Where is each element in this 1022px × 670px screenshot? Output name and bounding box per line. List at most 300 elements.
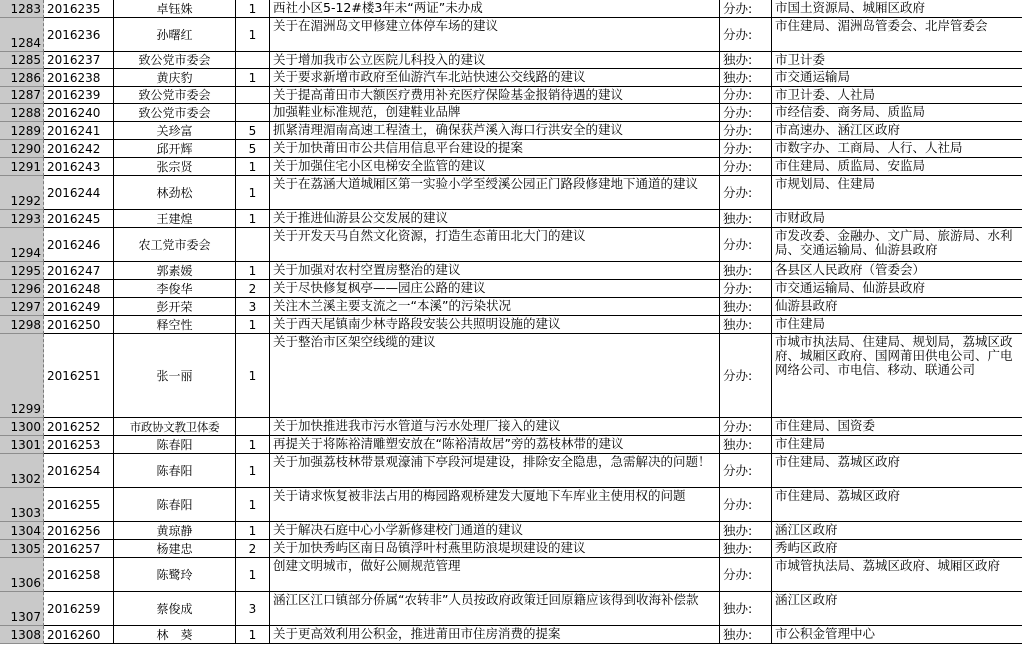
cosigner-count-text: 2: [248, 541, 257, 556]
cosigner-count-text: 5: [248, 123, 257, 138]
proposal-code-text: 2016251: [47, 368, 101, 383]
row-header[interactable]: [0, 228, 44, 262]
cosigner-count-text: 1: [248, 27, 257, 42]
proposal-code-text: 2016236: [47, 27, 101, 42]
proposal-title-text: 关于加快莆田市公共信用信息平台建设的提案: [273, 140, 524, 155]
row-header[interactable]: [0, 262, 44, 280]
table-row: [0, 69, 1022, 87]
proposal-code-text: 2016244: [47, 185, 101, 200]
table-row: [0, 436, 1022, 454]
row-header[interactable]: [0, 540, 44, 558]
proposal-code-cell[interactable]: [44, 592, 114, 626]
handling-type-text: 分办:: [723, 280, 753, 296]
row-header[interactable]: [0, 334, 44, 418]
proposal-code-cell[interactable]: [44, 436, 114, 454]
row-header: 1302: [10, 472, 41, 486]
row-header[interactable]: [0, 436, 44, 454]
cosigner-count-cell[interactable]: [236, 122, 270, 140]
responsible-dept-text: 市城管执法局、荔城区政府、城厢区政府: [775, 558, 1001, 573]
proposal-title-cell[interactable]: [270, 228, 720, 262]
table-row: [0, 122, 1022, 140]
cosigner-count-cell[interactable]: [236, 334, 270, 418]
proposer-name-text: 市政协文教卫体委: [129, 419, 220, 434]
cosigner-count-cell[interactable]: [236, 436, 270, 454]
proposer-name-text: 致公党市委会: [138, 53, 211, 67]
handling-type-cell[interactable]: [720, 140, 772, 158]
responsible-dept-cell[interactable]: [772, 210, 1022, 228]
proposal-title-text: 关于推进仙游县公交发展的建议: [273, 210, 449, 225]
responsible-dept-cell[interactable]: [772, 488, 1022, 522]
proposal-code-text: 2016250: [47, 317, 101, 332]
row-header[interactable]: [0, 0, 44, 18]
row-header: 1284: [10, 36, 41, 50]
handling-type-text: 分办:: [723, 122, 753, 138]
proposal-code-cell[interactable]: [44, 18, 114, 52]
responsible-dept-text: 各县区人民政府（管委会）: [775, 262, 926, 277]
handling-type-text: 分办:: [723, 418, 753, 434]
proposal-code-cell[interactable]: [44, 104, 114, 122]
proposal-code-text: 2016249: [47, 299, 101, 314]
proposer-name-text: 李俊华: [156, 281, 193, 296]
cosigner-count-cell[interactable]: [236, 418, 270, 436]
cosigner-count-cell[interactable]: [236, 522, 270, 540]
proposal-title-cell[interactable]: [270, 104, 720, 122]
responsible-dept-cell[interactable]: [772, 626, 1022, 644]
proposal-title-cell[interactable]: [270, 316, 720, 334]
proposer-name-cell[interactable]: [114, 0, 236, 18]
proposal-title-cell[interactable]: [270, 158, 720, 176]
table-row: [0, 316, 1022, 334]
table-row: [0, 87, 1022, 104]
proposal-code-cell[interactable]: [44, 488, 114, 522]
responsible-dept-cell[interactable]: [772, 298, 1022, 316]
proposal-code-text: 2016246: [47, 237, 101, 252]
proposal-code-cell[interactable]: [44, 87, 114, 104]
cosigner-count-cell[interactable]: [236, 104, 270, 122]
row-header: 1296: [10, 282, 41, 296]
responsible-dept-text: 市财政局: [775, 210, 826, 225]
responsible-dept-cell[interactable]: [772, 418, 1022, 436]
row-header[interactable]: [0, 316, 44, 334]
cosigner-count-text: 1: [248, 627, 257, 642]
cosigner-count-text: 1: [248, 211, 257, 226]
responsible-dept-text: 市公积金管理中心: [775, 626, 876, 641]
row-header[interactable]: [0, 418, 44, 436]
cosigner-count-cell[interactable]: [236, 298, 270, 316]
handling-type-cell[interactable]: [720, 228, 772, 262]
cosigner-count-cell[interactable]: [236, 140, 270, 158]
table-row: [0, 18, 1022, 52]
handling-type-cell[interactable]: [720, 316, 772, 334]
proposal-title-cell[interactable]: [270, 488, 720, 522]
proposer-name-cell[interactable]: [114, 298, 236, 316]
responsible-dept-cell[interactable]: [772, 176, 1022, 210]
row-header[interactable]: [0, 140, 44, 158]
handling-type-cell[interactable]: [720, 540, 772, 558]
cosigner-count-cell[interactable]: [236, 52, 270, 69]
row-header[interactable]: [0, 280, 44, 298]
cosigner-count-cell[interactable]: [236, 540, 270, 558]
table-row: [0, 488, 1022, 522]
handling-type-cell[interactable]: [720, 488, 772, 522]
proposer-name-cell[interactable]: [114, 104, 236, 122]
proposal-code-cell[interactable]: [44, 122, 114, 140]
proposer-name-text: 释空性: [156, 317, 193, 332]
handling-type-cell[interactable]: [720, 334, 772, 418]
handling-type-cell[interactable]: [720, 158, 772, 176]
handling-type-cell[interactable]: [720, 454, 772, 488]
handling-type-cell[interactable]: [720, 626, 772, 644]
cosigner-count-cell[interactable]: [236, 176, 270, 210]
proposal-title-text: 加强鞋业标准规范，创建鞋业品牌: [273, 104, 461, 119]
proposer-name-text: 陈春阳: [156, 497, 193, 512]
row-header[interactable]: [0, 298, 44, 316]
proposal-code-cell[interactable]: [44, 626, 114, 644]
handling-type-cell[interactable]: [720, 436, 772, 454]
cosigner-count-cell[interactable]: [236, 18, 270, 52]
table-row: [0, 558, 1022, 592]
proposal-title-cell[interactable]: [270, 298, 720, 316]
proposal-title-text: 关于加强住宅小区电梯安全监管的建议: [273, 158, 486, 173]
row-header[interactable]: [0, 69, 44, 87]
row-header: 1287: [10, 88, 41, 102]
proposal-code-cell[interactable]: [44, 52, 114, 69]
proposer-name-cell[interactable]: [114, 418, 236, 436]
proposal-code-text: 2016259: [47, 601, 101, 616]
proposal-code-text: 2016260: [47, 627, 101, 642]
proposal-code-text: 2016243: [47, 159, 101, 174]
handling-type-cell[interactable]: [720, 298, 772, 316]
table-row: [0, 592, 1022, 626]
table-row: [0, 176, 1022, 210]
table-row: [0, 52, 1022, 69]
proposer-name-text: 张一丽: [156, 368, 193, 383]
handling-type-text: 独办:: [723, 52, 753, 67]
proposal-code-cell[interactable]: [44, 334, 114, 418]
proposal-title-cell[interactable]: [270, 210, 720, 228]
responsible-dept-cell[interactable]: [772, 140, 1022, 158]
proposal-code-cell[interactable]: [44, 210, 114, 228]
proposal-code-cell[interactable]: [44, 228, 114, 262]
cosigner-count-text: 1: [248, 1, 257, 16]
responsible-dept-text: 市住建局、国资委: [775, 418, 876, 433]
responsible-dept-cell[interactable]: [772, 52, 1022, 69]
proposal-title-cell[interactable]: [270, 522, 720, 540]
responsible-dept-cell[interactable]: [772, 0, 1022, 18]
proposal-title-cell[interactable]: [270, 262, 720, 280]
proposal-code-cell[interactable]: [44, 0, 114, 18]
handling-type-cell[interactable]: [720, 522, 772, 540]
proposer-name-text: 农工党市委会: [138, 237, 211, 252]
responsible-dept-text: 市发改委、金融办、文广局、旅游局、水利局、交通运输局、仙游县政府: [775, 228, 1013, 257]
handling-type-cell[interactable]: [720, 558, 772, 592]
table-row: [0, 540, 1022, 558]
proposer-name-text: 黄琼静: [156, 523, 193, 538]
proposer-name-cell[interactable]: [114, 488, 236, 522]
row-header[interactable]: [0, 18, 44, 52]
row-header[interactable]: [0, 210, 44, 228]
proposer-name-cell[interactable]: [114, 210, 236, 228]
proposal-title-cell[interactable]: [270, 418, 720, 436]
row-header: 1290: [10, 142, 41, 156]
handling-type-text: 分办:: [723, 26, 753, 42]
responsible-dept-cell[interactable]: [772, 158, 1022, 176]
cosigner-count-cell[interactable]: [236, 592, 270, 626]
proposal-code-cell[interactable]: [44, 262, 114, 280]
proposer-name-cell[interactable]: [114, 334, 236, 418]
cosigner-count-cell[interactable]: [236, 69, 270, 87]
table-row: [0, 298, 1022, 316]
responsible-dept-text: 市国土资源局、城厢区政府: [775, 0, 926, 15]
row-header[interactable]: [0, 122, 44, 140]
handling-type-text: 分办:: [723, 236, 753, 252]
handling-type-cell[interactable]: [720, 0, 772, 18]
row-header[interactable]: [0, 158, 44, 176]
cosigner-count-cell[interactable]: [236, 558, 270, 592]
proposal-title-text: 再提关于将陈裕清雕塑安放在“陈裕清故居”旁的荔枝林带的建议: [273, 436, 624, 451]
responsible-dept-text: 涵江区政府: [775, 522, 838, 537]
proposal-code-cell[interactable]: [44, 454, 114, 488]
proposal-title-text: 关于整治市区架空线缆的建议: [273, 334, 436, 349]
proposal-title-cell[interactable]: [270, 558, 720, 592]
cosigner-count-cell[interactable]: [236, 488, 270, 522]
proposal-title-text: 西社小区5-12#楼3年未“两证”未办成: [273, 0, 483, 15]
cosigner-count-cell[interactable]: [236, 158, 270, 176]
handling-type-text: 分办:: [723, 0, 753, 16]
proposal-title-text: 关于尽快修复枫亭——园庄公路的建议: [273, 280, 486, 295]
row-header: 1286: [10, 71, 41, 85]
proposal-code-cell[interactable]: [44, 316, 114, 334]
proposal-title-cell[interactable]: [270, 0, 720, 18]
responsible-dept-text: 秀屿区政府: [775, 540, 838, 555]
row-header: 1283: [10, 2, 41, 16]
responsible-dept-text: 市交通运输局、仙游县政府: [775, 280, 926, 295]
row-header: 1293: [10, 212, 41, 226]
proposal-title-cell[interactable]: [270, 87, 720, 104]
proposal-code-cell[interactable]: [44, 69, 114, 87]
proposal-title-text: 关于加强荔枝林带景观濠浦下亭段河堤建设，排除安全隐患，急需解决的问题！: [273, 454, 711, 469]
row-header: 1303: [10, 506, 41, 520]
handling-type-text: 独办:: [723, 522, 753, 538]
responsible-dept-cell[interactable]: [772, 540, 1022, 558]
row-header[interactable]: [0, 176, 44, 210]
row-header[interactable]: [0, 626, 44, 644]
responsible-dept-text: 市城市执法局、住建局、规划局，荔城区政府、城厢区政府、国网莆田供电公司、广电网络公司、市电信、移动、联通公司: [775, 334, 1013, 377]
responsible-dept-text: 市住建局: [775, 436, 826, 451]
responsible-dept-cell[interactable]: [772, 316, 1022, 334]
proposal-code-text: 2016255: [47, 497, 101, 512]
cosigner-count-cell[interactable]: [236, 228, 270, 262]
handling-type-cell[interactable]: [720, 418, 772, 436]
proposer-name-cell[interactable]: [114, 122, 236, 140]
responsible-dept-cell[interactable]: [772, 334, 1022, 418]
proposer-name-cell[interactable]: [114, 626, 236, 644]
row-header[interactable]: [0, 104, 44, 122]
cosigner-count-text: 1: [248, 70, 257, 85]
row-header[interactable]: [0, 522, 44, 540]
proposal-title-cell[interactable]: [270, 69, 720, 87]
table-row: [0, 522, 1022, 540]
proposer-name-cell[interactable]: [114, 540, 236, 558]
proposer-name-cell[interactable]: [114, 522, 236, 540]
table-row: [0, 418, 1022, 436]
responsible-dept-cell[interactable]: [772, 436, 1022, 454]
responsible-dept-cell[interactable]: [772, 262, 1022, 280]
proposer-name-cell[interactable]: [114, 69, 236, 87]
proposal-title-text: 关于在荔涵大道城厢区第一实验小学至绶溪公园正门路段修建地下通道的建议: [273, 176, 699, 191]
row-header[interactable]: [0, 87, 44, 104]
proposal-title-text: 关于加快推进我市污水管道与污水处理厂接入的建议: [273, 418, 561, 433]
cosigner-count-cell[interactable]: [236, 262, 270, 280]
handling-type-cell[interactable]: [720, 280, 772, 298]
handling-type-text: 分办:: [723, 367, 753, 383]
handling-type-cell[interactable]: [720, 122, 772, 140]
responsible-dept-cell[interactable]: [772, 280, 1022, 298]
row-header: 1301: [10, 438, 41, 452]
proposer-name-cell[interactable]: [114, 262, 236, 280]
cosigner-count-text: 3: [248, 601, 257, 616]
responsible-dept-text: 市住建局: [775, 316, 826, 331]
proposer-name-cell[interactable]: [114, 454, 236, 488]
proposer-name-cell[interactable]: [114, 87, 236, 104]
proposal-title-cell[interactable]: [270, 334, 720, 418]
proposer-name-text: 陈春阳: [156, 437, 193, 452]
cosigner-count-cell[interactable]: [236, 454, 270, 488]
handling-type-cell[interactable]: [720, 69, 772, 87]
proposal-code-text: 2016239: [47, 88, 101, 102]
proposer-name-cell[interactable]: [114, 592, 236, 626]
proposal-title-cell[interactable]: [270, 140, 720, 158]
proposal-title-cell[interactable]: [270, 626, 720, 644]
proposer-name-text: 蔡俊成: [156, 601, 193, 616]
row-header: 1298: [10, 318, 41, 332]
handling-type-text: 独办:: [723, 540, 753, 556]
proposer-name-cell[interactable]: [114, 280, 236, 298]
proposal-code-text: 2016240: [47, 105, 101, 120]
responsible-dept-cell[interactable]: [772, 69, 1022, 87]
proposal-title-cell[interactable]: [270, 52, 720, 69]
responsible-dept-text: 市卫计委、人社局: [775, 87, 876, 102]
proposal-title-cell[interactable]: [270, 122, 720, 140]
proposal-title-text: 关于要求新增市政府至仙游汽车北站快速公交线路的建议: [273, 69, 586, 84]
handling-type-cell[interactable]: [720, 592, 772, 626]
proposer-name-cell[interactable]: [114, 558, 236, 592]
handling-type-cell[interactable]: [720, 18, 772, 52]
proposal-title-cell[interactable]: [270, 176, 720, 210]
proposer-name-text: 黄庆豹: [156, 70, 193, 85]
proposal-code-cell[interactable]: [44, 558, 114, 592]
cosigner-count-cell[interactable]: [236, 280, 270, 298]
responsible-dept-text: 市高速办、涵江区政府: [775, 122, 901, 137]
proposal-title-cell[interactable]: [270, 540, 720, 558]
proposal-code-cell[interactable]: [44, 418, 114, 436]
responsible-dept-text: 涵江区政府: [775, 592, 838, 607]
proposer-name-text: 卓钰姝: [156, 1, 193, 16]
proposer-name-text: 致公党市委会: [138, 105, 211, 120]
responsible-dept-text: 市经信委、商务局、质监局: [775, 104, 926, 119]
responsible-dept-cell[interactable]: [772, 18, 1022, 52]
proposer-name-cell[interactable]: [114, 18, 236, 52]
proposer-name-text: 邱开辉: [156, 141, 193, 156]
proposer-name-cell[interactable]: [114, 176, 236, 210]
proposal-code-cell[interactable]: [44, 540, 114, 558]
row-header[interactable]: [0, 52, 44, 69]
cosigner-count-cell[interactable]: [236, 316, 270, 334]
proposal-code-text: 2016257: [47, 541, 101, 556]
proposal-title-cell[interactable]: [270, 280, 720, 298]
proposer-name-cell[interactable]: [114, 140, 236, 158]
proposal-code-text: 2016248: [47, 281, 101, 296]
row-header[interactable]: [0, 488, 44, 522]
proposal-title-cell[interactable]: [270, 18, 720, 52]
row-header[interactable]: [0, 454, 44, 488]
row-header[interactable]: [0, 558, 44, 592]
responsible-dept-cell[interactable]: [772, 87, 1022, 104]
proposal-code-cell[interactable]: [44, 280, 114, 298]
responsible-dept-cell[interactable]: [772, 558, 1022, 592]
proposal-code-cell[interactable]: [44, 140, 114, 158]
cosigner-count-cell[interactable]: [236, 626, 270, 644]
responsible-dept-text: 市数字办、工商局、人行、人社局: [775, 140, 963, 155]
proposal-code-text: 2016242: [47, 141, 101, 156]
handling-type-cell[interactable]: [720, 104, 772, 122]
proposer-name-cell[interactable]: [114, 52, 236, 69]
proposer-name-text: 王建煌: [156, 211, 193, 226]
row-header: 1291: [10, 160, 41, 174]
handling-type-cell[interactable]: [720, 176, 772, 210]
row-header[interactable]: [0, 592, 44, 626]
proposal-code-cell[interactable]: [44, 158, 114, 176]
proposal-code-cell[interactable]: [44, 298, 114, 316]
responsible-dept-cell[interactable]: [772, 454, 1022, 488]
proposer-name-cell[interactable]: [114, 436, 236, 454]
proposal-code-text: 2016247: [47, 263, 101, 278]
proposal-title-cell[interactable]: [270, 436, 720, 454]
handling-type-text: 独办:: [723, 436, 753, 452]
proposal-code-cell[interactable]: [44, 176, 114, 210]
handling-type-cell[interactable]: [720, 52, 772, 69]
proposal-code-text: 2016241: [47, 123, 101, 138]
handling-type-cell[interactable]: [720, 87, 772, 104]
row-header: 1308: [10, 628, 41, 642]
cosigner-count-text: 5: [248, 141, 257, 156]
responsible-dept-cell[interactable]: [772, 104, 1022, 122]
proposal-code-text: 2016256: [47, 523, 101, 538]
proposer-name-cell[interactable]: [114, 228, 236, 262]
handling-type-cell[interactable]: [720, 210, 772, 228]
responsible-dept-cell[interactable]: [772, 592, 1022, 626]
proposal-title-cell[interactable]: [270, 454, 720, 488]
proposal-code-cell[interactable]: [44, 522, 114, 540]
proposal-title-text: 关于增加我市公立医院儿科投入的建议: [273, 52, 486, 67]
responsible-dept-cell[interactable]: [772, 228, 1022, 262]
responsible-dept-cell[interactable]: [772, 522, 1022, 540]
cosigner-count-text: 1: [248, 263, 257, 278]
proposer-name-cell[interactable]: [114, 158, 236, 176]
handling-type-cell[interactable]: [720, 262, 772, 280]
table-row: [0, 0, 1022, 18]
handling-type-text: 分办:: [723, 104, 753, 120]
cosigner-count-cell[interactable]: [236, 0, 270, 18]
handling-type-text: 分办:: [723, 87, 753, 102]
cosigner-count-text: 1: [248, 159, 257, 174]
cosigner-count-cell[interactable]: [236, 87, 270, 104]
row-header: 1299: [10, 402, 41, 416]
proposal-title-cell[interactable]: [270, 592, 720, 626]
proposer-name-cell[interactable]: [114, 316, 236, 334]
cosigner-count-cell[interactable]: [236, 210, 270, 228]
responsible-dept-cell[interactable]: [772, 122, 1022, 140]
